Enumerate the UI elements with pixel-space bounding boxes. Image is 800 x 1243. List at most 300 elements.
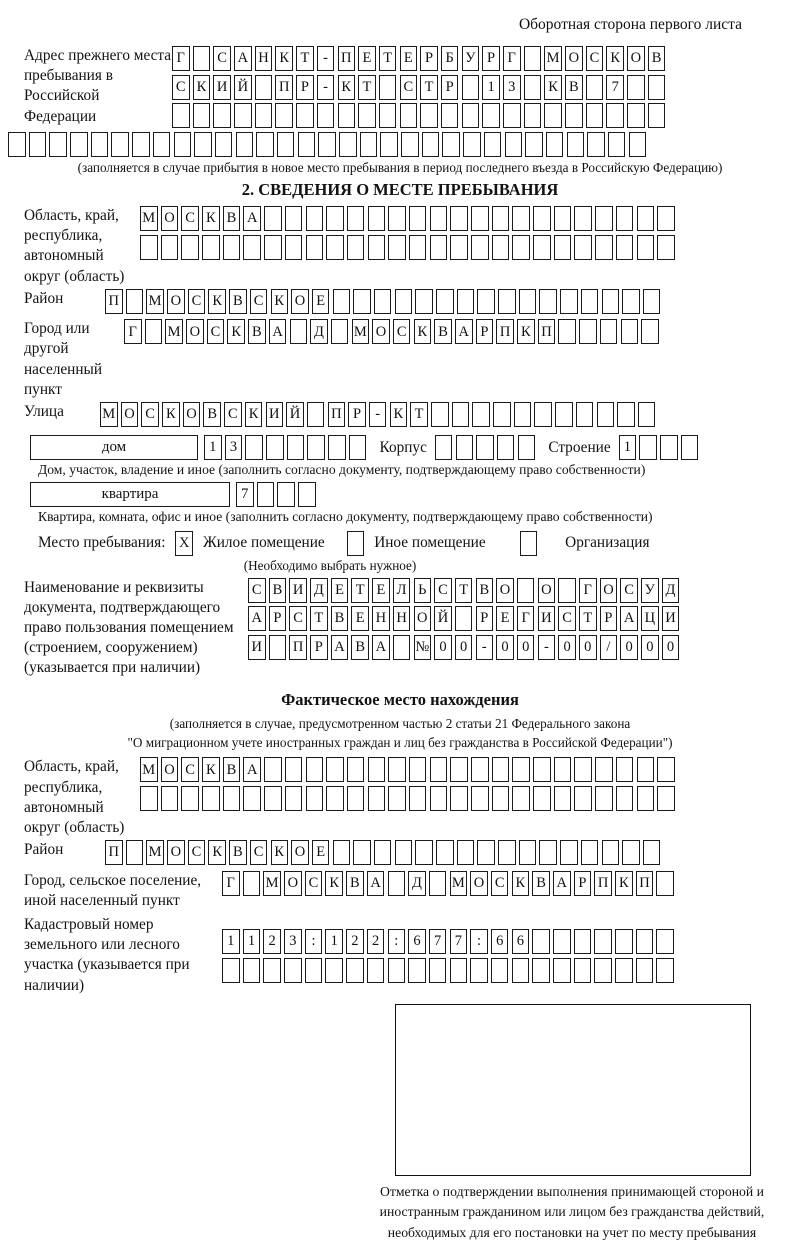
char-cell: О (414, 606, 432, 631)
char-cell (181, 235, 199, 260)
char-cell (558, 319, 576, 344)
char-cell (430, 235, 448, 260)
char-cell: С (141, 402, 159, 427)
actual-title: Фактическое место нахождения (281, 690, 519, 710)
char-cell: 6 (408, 929, 426, 954)
char-cell: - (317, 46, 335, 71)
char-cell (161, 786, 179, 811)
option-org-label: Организация (565, 534, 650, 551)
char-cell (347, 786, 365, 811)
char-cell (436, 840, 454, 865)
char-cell (415, 840, 433, 865)
char-cell: К (512, 871, 530, 896)
char-cell (493, 402, 511, 427)
char-cell (525, 132, 543, 157)
char-cell (435, 435, 453, 460)
char-cell (305, 958, 323, 983)
char-cell: С (181, 206, 199, 231)
flat-note: Квартира, комната, офис и иное (заполнить согласно документу, подтверждающему право собственности) (38, 508, 653, 524)
district-label: Район (24, 289, 64, 307)
char-cell: О (161, 757, 179, 782)
char-cell (554, 235, 572, 260)
char-cell: О (167, 289, 185, 314)
char-cell: С (393, 319, 411, 344)
district-block (24, 289, 800, 318)
char-cell: К (202, 206, 220, 231)
char-cell: А (248, 606, 266, 631)
char-cell (331, 319, 349, 344)
char-cell: Е (400, 46, 418, 71)
char-cell: А (367, 871, 385, 896)
stay-type-label: Место пребывания: (38, 534, 166, 551)
char-cell (422, 132, 440, 157)
char-cell (222, 958, 240, 983)
cadastre-row-2 (222, 958, 677, 983)
char-cell (524, 103, 542, 128)
char-cell: А (331, 635, 349, 660)
stroenie-cells (619, 435, 702, 460)
char-cell (587, 132, 605, 157)
char-cell: Е (351, 606, 369, 631)
char-cell: 0 (558, 635, 576, 660)
char-cell (567, 132, 585, 157)
char-cell (285, 786, 303, 811)
char-cell: 1 (243, 929, 261, 954)
char-cell (518, 435, 536, 460)
char-cell (360, 132, 378, 157)
char-cell (243, 786, 261, 811)
char-cell: 7 (236, 482, 254, 507)
actual-region-label: Область, край, республика, автономный округ (область) (24, 758, 125, 836)
char-cell: П (105, 289, 123, 314)
char-cell (553, 958, 571, 983)
char-cell (126, 289, 144, 314)
char-cell: Й (434, 606, 452, 631)
region-block (24, 206, 800, 287)
char-cell: О (121, 402, 139, 427)
char-cell (145, 319, 163, 344)
char-cell (641, 319, 659, 344)
char-cell: Т (420, 75, 438, 100)
char-cell: К (606, 46, 624, 71)
char-cell (636, 929, 654, 954)
char-cell (285, 235, 303, 260)
char-cell (574, 757, 592, 782)
char-cell: М (544, 46, 562, 71)
checkbox-inoe (347, 531, 365, 556)
char-cell: Р (296, 75, 314, 100)
char-cell: К (193, 75, 211, 100)
stay-type-note: (Необходимо выбрать нужное) (243, 557, 417, 573)
char-cell (395, 289, 413, 314)
char-cell: С (434, 578, 452, 603)
actual-note-2: "О миграционном учете иностранных граждан и лиц без гражданства в Российской Федерации") (127, 735, 673, 751)
char-cell (519, 840, 537, 865)
actual-district-label: Район (24, 841, 64, 859)
char-cell (408, 958, 426, 983)
char-cell (602, 289, 620, 314)
char-cell (595, 235, 613, 260)
char-cell: О (183, 402, 201, 427)
char-cell (388, 958, 406, 983)
char-cell (430, 786, 448, 811)
char-cell: М (140, 206, 158, 231)
checkbox-org (520, 531, 538, 556)
char-cell: В (248, 319, 266, 344)
char-cell: 0 (455, 635, 473, 660)
char-cell: С (248, 578, 266, 603)
char-cell (681, 435, 699, 460)
char-cell: 7 (450, 929, 468, 954)
char-cell: О (565, 46, 583, 71)
section2-title: 2. СВЕДЕНИЯ О МЕСТЕ ПРЕБЫВАНИЯ (241, 180, 559, 199)
char-cell (326, 757, 344, 782)
char-cell: Р (310, 635, 328, 660)
char-cell: О (167, 840, 185, 865)
char-cell: Т (351, 578, 369, 603)
char-cell (353, 840, 371, 865)
char-cell: 6 (491, 929, 509, 954)
actual-note-1: (заполняется в случае, предусмотренном частью 2 статьи 21 Федерального закона (169, 716, 631, 732)
char-cell (595, 206, 613, 231)
char-cell (532, 958, 550, 983)
char-cell (298, 482, 316, 507)
char-cell (368, 786, 386, 811)
char-cell (161, 235, 179, 260)
char-cell (264, 786, 282, 811)
char-cell (574, 929, 592, 954)
char-cell: : (305, 929, 323, 954)
char-cell (285, 757, 303, 782)
char-cell: Е (372, 578, 390, 603)
char-cell (368, 757, 386, 782)
char-cell (243, 235, 261, 260)
char-cell: С (491, 871, 509, 896)
char-cell: Е (312, 840, 330, 865)
char-cell (450, 786, 468, 811)
char-cell (597, 402, 615, 427)
char-cell: П (289, 635, 307, 660)
char-cell (346, 958, 364, 983)
char-cell (539, 840, 557, 865)
char-cell: К (390, 402, 408, 427)
char-cell: А (620, 606, 638, 631)
char-cell: Б (441, 46, 459, 71)
char-cell (524, 75, 542, 100)
char-cell (565, 103, 583, 128)
street-row (100, 402, 659, 427)
house-box-label: дом (30, 435, 198, 460)
char-cell (615, 929, 633, 954)
char-cell (49, 132, 67, 157)
char-cell (574, 958, 592, 983)
char-cell: С (289, 606, 307, 631)
char-cell (560, 840, 578, 865)
char-cell (648, 103, 666, 128)
char-cell (285, 206, 303, 231)
char-cell (430, 206, 448, 231)
char-cell (298, 132, 316, 157)
char-cell (450, 958, 468, 983)
char-cell: Г (579, 578, 597, 603)
char-cell: Н (393, 606, 411, 631)
char-cell (111, 132, 129, 157)
char-cell: К (162, 402, 180, 427)
char-cell (388, 871, 406, 896)
char-cell: О (470, 871, 488, 896)
char-cell: А (269, 319, 287, 344)
char-cell: Д (310, 319, 328, 344)
char-cell (223, 786, 241, 811)
char-cell (349, 435, 367, 460)
region-row-1 (140, 206, 678, 231)
char-cell: Н (255, 46, 273, 71)
char-cell (621, 319, 639, 344)
char-cell (581, 289, 599, 314)
char-cell (306, 235, 324, 260)
char-cell: Г (222, 871, 240, 896)
char-cell: К (271, 840, 289, 865)
doc-block (24, 578, 800, 679)
char-cell (517, 578, 535, 603)
char-cell (338, 103, 356, 128)
char-cell: Р (476, 606, 494, 631)
char-cell (600, 319, 618, 344)
char-cell (470, 958, 488, 983)
char-cell: П (496, 319, 514, 344)
char-cell (326, 786, 344, 811)
char-cell: 2 (346, 929, 364, 954)
char-cell (629, 132, 647, 157)
char-cell (328, 435, 346, 460)
char-cell: В (269, 578, 287, 603)
doc-row-1 (248, 578, 682, 603)
char-cell (616, 206, 634, 231)
char-cell: О (291, 840, 309, 865)
char-cell: К (227, 319, 245, 344)
char-cell (553, 929, 571, 954)
char-cell (546, 132, 564, 157)
char-cell (492, 206, 510, 231)
char-cell (471, 235, 489, 260)
city-label: Город или другой населенный пункт (24, 320, 103, 398)
char-cell (264, 235, 282, 260)
char-cell: № (414, 635, 432, 660)
char-cell (193, 103, 211, 128)
char-cell (586, 75, 604, 100)
char-cell (505, 132, 523, 157)
char-cell (514, 402, 532, 427)
char-cell (558, 578, 576, 603)
char-cell (491, 958, 509, 983)
actual-region-row-2 (140, 786, 678, 811)
char-cell (462, 75, 480, 100)
char-cell (257, 482, 275, 507)
char-cell (532, 929, 550, 954)
char-cell (643, 840, 661, 865)
char-cell: 1 (222, 929, 240, 954)
region-label: Область, край, республика, автономный округ (область) (24, 207, 125, 285)
char-cell (234, 103, 252, 128)
char-cell (256, 132, 274, 157)
char-cell: 3 (284, 929, 302, 954)
char-cell (512, 235, 530, 260)
char-cell: К (338, 75, 356, 100)
char-cell (554, 786, 572, 811)
char-cell: 1 (325, 929, 343, 954)
char-cell (429, 958, 447, 983)
stroenie-label: Строение (548, 438, 611, 456)
cadastre-row-1 (222, 929, 677, 954)
char-cell: П (275, 75, 293, 100)
char-cell (8, 132, 26, 157)
char-cell: Р (420, 46, 438, 71)
char-cell (450, 235, 468, 260)
char-cell (388, 235, 406, 260)
char-cell: Й (286, 402, 304, 427)
char-cell: Г (172, 46, 190, 71)
char-cell: С (188, 840, 206, 865)
char-cell (153, 132, 171, 157)
char-cell (533, 206, 551, 231)
korpus-cells (435, 435, 538, 460)
char-cell: О (496, 578, 514, 603)
char-cell (498, 840, 516, 865)
char-cell: А (234, 46, 252, 71)
char-cell (595, 757, 613, 782)
char-cell: К (615, 871, 633, 896)
char-cell: В (476, 578, 494, 603)
char-cell: Р (441, 75, 459, 100)
char-cell: С (250, 840, 268, 865)
char-cell: А (243, 757, 261, 782)
char-cell: М (450, 871, 468, 896)
char-cell (317, 103, 335, 128)
char-cell (374, 289, 392, 314)
street-label: Улица (24, 403, 64, 420)
checkbox-zhiloe: X (175, 531, 193, 556)
char-cell: В (346, 871, 364, 896)
char-cell (325, 958, 343, 983)
char-cell: С (213, 46, 231, 71)
char-cell (174, 132, 192, 157)
prev-address-row-1 (172, 46, 669, 71)
char-cell (388, 757, 406, 782)
char-cell: Е (496, 606, 514, 631)
char-cell: П (328, 402, 346, 427)
char-cell: Н (372, 606, 390, 631)
char-cell: А (455, 319, 473, 344)
char-cell (450, 206, 468, 231)
char-cell (492, 757, 510, 782)
char-cell (307, 435, 325, 460)
char-cell (415, 289, 433, 314)
char-cell (255, 103, 273, 128)
char-cell (431, 402, 449, 427)
flat-number-cells (236, 482, 319, 507)
char-cell (202, 786, 220, 811)
char-cell: О (372, 319, 390, 344)
char-cell: К (245, 402, 263, 427)
char-cell (574, 235, 592, 260)
char-cell: В (648, 46, 666, 71)
char-cell: 7 (429, 929, 447, 954)
char-cell (401, 132, 419, 157)
char-cell: Р (348, 402, 366, 427)
char-cell: Р (482, 46, 500, 71)
char-cell: 0 (641, 635, 659, 660)
char-cell (581, 840, 599, 865)
char-cell (463, 132, 481, 157)
char-cell: Т (579, 606, 597, 631)
char-cell: Е (331, 578, 349, 603)
char-cell: 7 (606, 75, 624, 100)
char-cell (477, 289, 495, 314)
char-cell: И (662, 606, 680, 631)
char-cell: У (641, 578, 659, 603)
char-cell: К (544, 75, 562, 100)
char-cell (657, 206, 675, 231)
char-cell (639, 435, 657, 460)
char-cell (534, 402, 552, 427)
char-cell: 3 (503, 75, 521, 100)
char-cell (213, 103, 231, 128)
char-cell: В (331, 606, 349, 631)
char-cell (616, 235, 634, 260)
char-cell (450, 757, 468, 782)
char-cell (544, 103, 562, 128)
char-cell: И (289, 578, 307, 603)
prev-address-rows (172, 46, 669, 132)
cadastre-label: Кадастровый номер земельного или лесного участка (указывается при наличии) (24, 916, 190, 994)
prev-address-note: (заполняется в случае прибытия в новое место пребывания в период последнего въезда в Российскую Федерацию) (77, 160, 723, 175)
char-cell (284, 958, 302, 983)
char-cell (29, 132, 47, 157)
house-number-cells (204, 435, 370, 460)
char-cell (554, 757, 572, 782)
char-cell: И (538, 606, 556, 631)
char-cell: Л (393, 578, 411, 603)
char-cell (380, 132, 398, 157)
char-cell (617, 402, 635, 427)
char-cell: С (400, 75, 418, 100)
actual-region-block (24, 757, 800, 838)
char-cell: Р (574, 871, 592, 896)
char-cell: М (100, 402, 118, 427)
street-block (24, 402, 800, 431)
doc-label: Наименование и реквизиты документа, подтверждающего право пользования помещением (строением, сооружением) (указывается при наличии) (24, 578, 234, 677)
char-cell (519, 289, 537, 314)
char-cell (452, 402, 470, 427)
char-cell (492, 786, 510, 811)
char-cell: Т (379, 46, 397, 71)
char-cell (656, 871, 674, 896)
char-cell (430, 757, 448, 782)
char-cell: О (538, 578, 556, 603)
char-cell (471, 206, 489, 231)
char-cell (264, 757, 282, 782)
char-cell: 1 (482, 75, 500, 100)
char-cell: М (352, 319, 370, 344)
char-cell: Е (312, 289, 330, 314)
char-cell: : (470, 929, 488, 954)
char-cell (498, 289, 516, 314)
char-cell (333, 289, 351, 314)
char-cell: 3 (225, 435, 243, 460)
char-cell (339, 132, 357, 157)
char-cell (275, 103, 293, 128)
char-cell: П (636, 871, 654, 896)
